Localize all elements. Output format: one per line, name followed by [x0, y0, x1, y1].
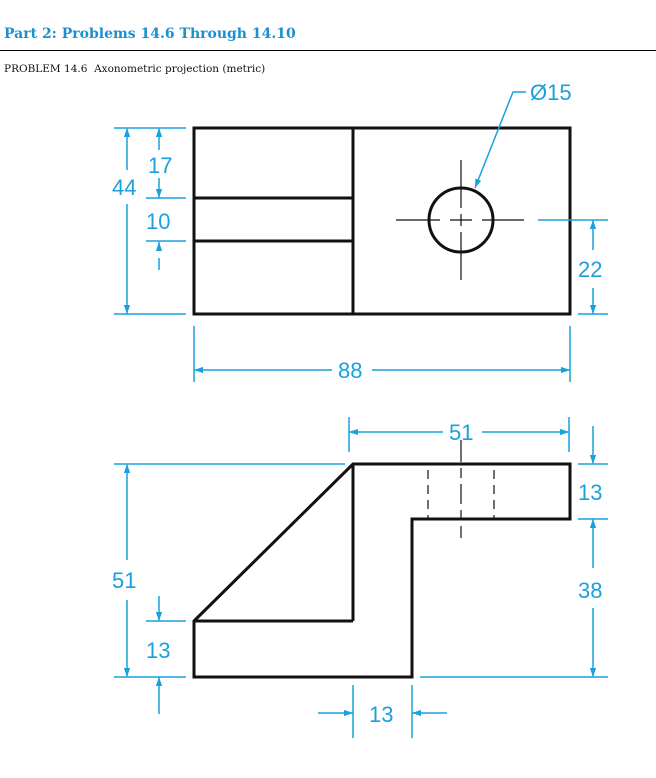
dim-offset-17: 17 [148, 153, 173, 178]
dim-slot-10: 10 [146, 209, 171, 234]
dim-left-step-13: 13 [146, 638, 171, 663]
dim-height-51: 51 [112, 568, 137, 593]
top-view [112, 80, 608, 383]
dim-width-88: 88 [338, 358, 363, 383]
front-view [112, 417, 608, 738]
center-lines [396, 160, 524, 280]
problem-title: Axonometric projection (metric) [94, 63, 266, 75]
dim-hole-center-22: 22 [578, 257, 603, 282]
dim-top-ledge-13: 13 [578, 480, 603, 505]
dim-lower-38: 38 [578, 578, 603, 603]
dim-top-width-51: 51 [449, 420, 474, 445]
dim-height-44: 44 [112, 175, 137, 200]
top-view-outline [194, 128, 570, 314]
section-title: Part 2: Problems 14.6 Through 14.10 [4, 26, 296, 42]
dim-hole-diameter: Ø15 [530, 80, 572, 105]
top-dimension-lines [114, 92, 608, 382]
dim-slot-width-13: 13 [369, 702, 394, 727]
problem-id: PROBLEM 14.6 [4, 63, 88, 75]
front-view-outline [194, 464, 570, 677]
